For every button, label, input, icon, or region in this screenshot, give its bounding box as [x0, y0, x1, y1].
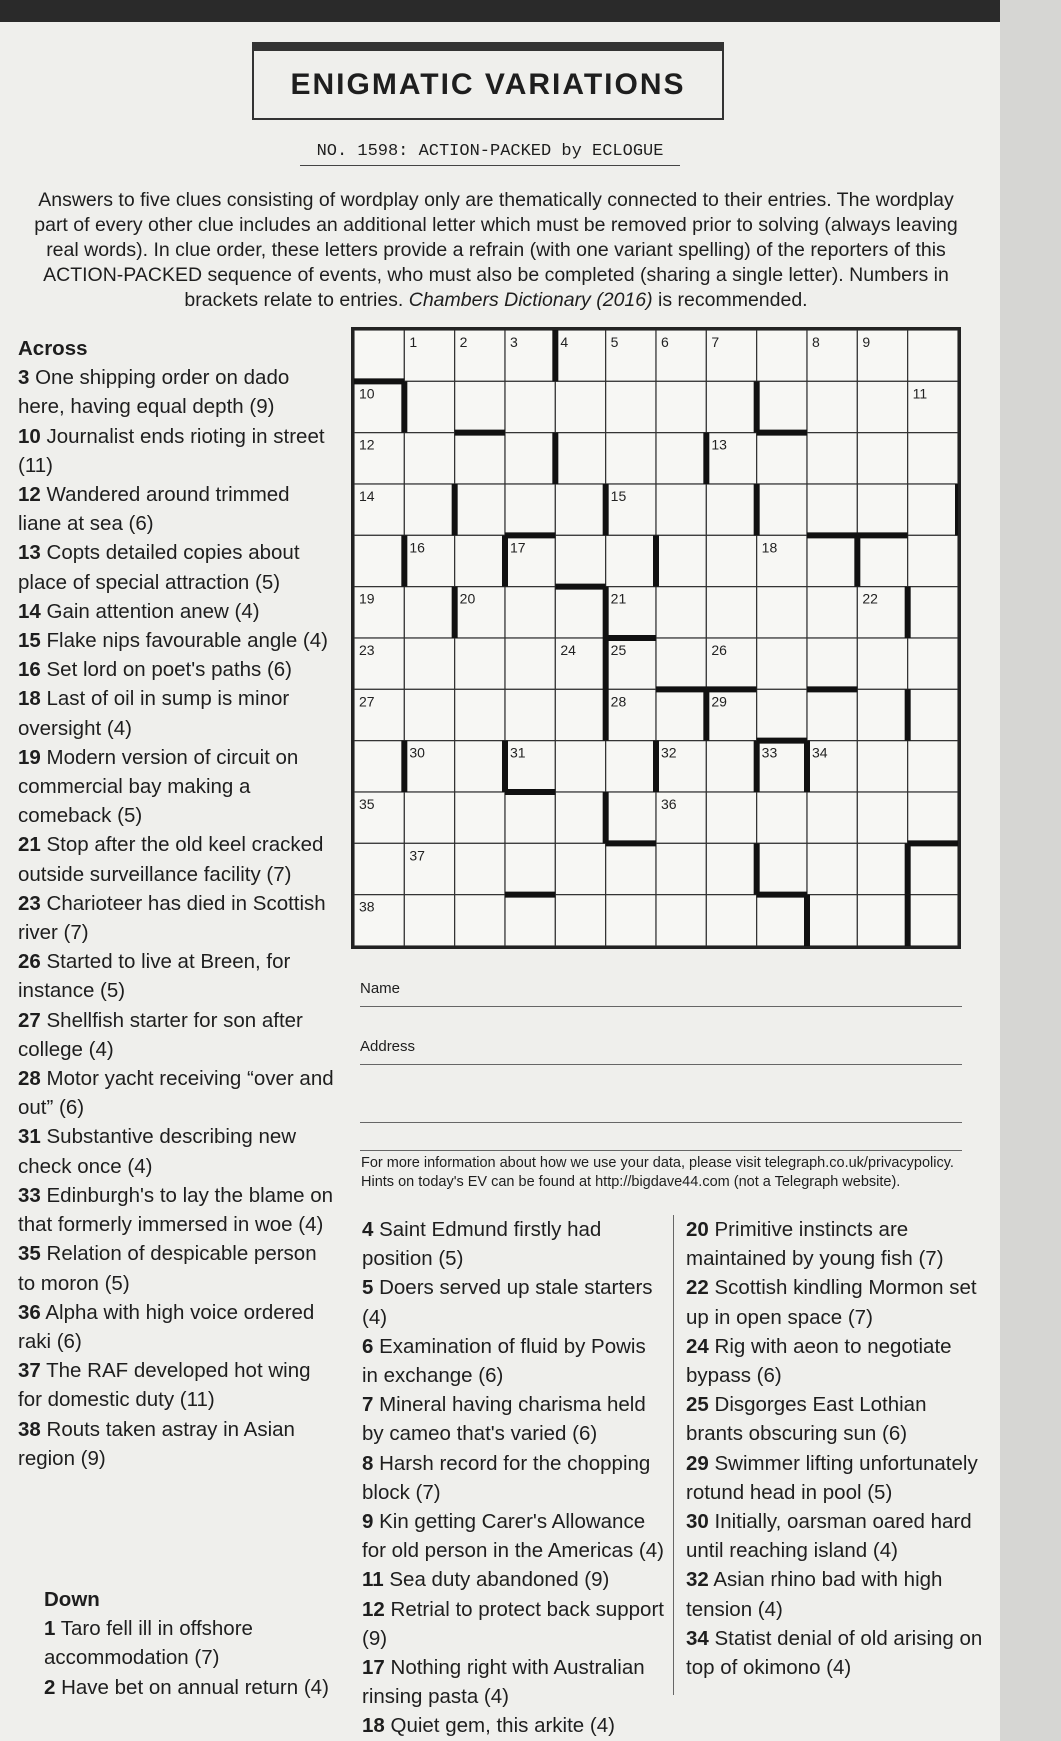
clue [362, 1507, 667, 1565]
grid-cell[interactable] [706, 484, 756, 535]
cell-number: 17 [510, 539, 526, 556]
grid-cell[interactable] [555, 535, 605, 586]
grid-cell[interactable] [455, 433, 505, 484]
down-heading: Down [44, 1588, 100, 1611]
grid-cell[interactable] [606, 535, 656, 586]
grid-cell[interactable] [656, 535, 706, 586]
grid-cell[interactable] [455, 638, 505, 689]
clue-number: 20 [686, 1218, 709, 1241]
clue [18, 743, 338, 831]
down-clues-right [686, 1215, 986, 1682]
preamble [26, 188, 966, 313]
cell-number: 1 [409, 334, 418, 350]
clue-text: Stop after the old keel cracked outside surveillance facility (7) [18, 833, 324, 886]
clue-text: Substantive describing new check once (4) [18, 1125, 297, 1178]
grid-cell[interactable] [455, 895, 505, 946]
grid-cell[interactable] [555, 689, 605, 740]
column-divider [673, 1215, 674, 1695]
clue-number: 32 [686, 1568, 709, 1592]
cell-number: 3 [510, 334, 518, 350]
clue-number: 38 [18, 1417, 41, 1441]
address-field[interactable] [360, 1038, 962, 1065]
down-left-list [44, 1614, 334, 1702]
grid-cell[interactable] [404, 587, 454, 638]
cell-number: 26 [711, 642, 727, 658]
cell-number: 38 [359, 898, 375, 915]
clue-text: Relation of despicable person to moron (5) [18, 1242, 317, 1295]
grid-cell[interactable] [857, 741, 907, 792]
cell-number: 9 [862, 334, 871, 350]
grid-cell[interactable] [908, 433, 958, 484]
hints-line: Hints on today's EV can be found at http://bigdave44.com (not a Telegraph website). [361, 1174, 901, 1190]
clue-number: 14 [18, 599, 41, 623]
clue [18, 597, 338, 626]
clue-text: Flake nips favourable angle (4) [40, 629, 328, 653]
grid-cell[interactable] [606, 843, 656, 894]
down-right-list [686, 1215, 986, 1682]
clue [18, 480, 338, 538]
clue [18, 1239, 338, 1297]
clue [18, 422, 338, 480]
grid-cell[interactable] [455, 843, 505, 894]
clue [686, 1215, 986, 1273]
clue [18, 626, 338, 655]
clue-text: Swimmer lifting unfortunately rotund head in pool (5) [686, 1451, 978, 1504]
clue-text: Rig with aeon to negotiate bypass (6) [686, 1334, 952, 1388]
clue-number: 25 [686, 1393, 709, 1417]
cell-number: 5 [610, 334, 619, 350]
clue-text: One shipping order on dado here, having equal depth (9) [18, 366, 290, 419]
clue-text: Statist denial of old arising on top of okimono (4) [686, 1626, 983, 1680]
clue-number: 15 [18, 629, 41, 653]
clue-text: Saint Edmund firstly had position (5) [362, 1218, 602, 1271]
cell-number: 27 [359, 693, 375, 710]
grid-cell[interactable] [455, 535, 505, 586]
clue-text: Alpha with high voice ordered raki (6) [18, 1300, 315, 1353]
grid-cell[interactable] [706, 741, 756, 792]
cell-number: 2 [459, 334, 468, 350]
privacy-line: For more information about how we use your data, please visit telegraph.co.uk/privacypolicy. [361, 1155, 954, 1171]
grid-cell[interactable] [606, 381, 656, 432]
clue [18, 830, 338, 888]
grid-cell[interactable] [757, 381, 807, 432]
grid-cell[interactable] [555, 792, 605, 843]
grid-cell[interactable] [807, 587, 857, 638]
clue [18, 684, 338, 742]
grid-cell[interactable] [505, 843, 555, 894]
grid-cell[interactable] [908, 587, 958, 638]
name-field[interactable] [360, 980, 962, 1007]
grid-cell[interactable] [857, 484, 907, 535]
across-list [18, 363, 338, 1473]
clue [686, 1332, 986, 1390]
clue [362, 1595, 667, 1653]
grid-cell[interactable] [555, 381, 605, 432]
clue-text: Mineral having charisma held by cameo that's varied (6) [362, 1393, 646, 1446]
clue-text: Have bet on annual return (4) [55, 1675, 329, 1699]
clue-number: 18 [18, 687, 41, 711]
clue-number: 21 [18, 833, 41, 857]
clue-number: 17 [362, 1656, 385, 1680]
grid-cell[interactable] [908, 330, 958, 381]
clue [18, 1415, 338, 1473]
clue-number: 19 [18, 745, 41, 769]
grid-cell[interactable] [757, 638, 807, 689]
grid-cell[interactable] [807, 895, 857, 946]
grid-cell[interactable] [555, 843, 605, 894]
cell-number: 20 [459, 590, 476, 607]
clue-number: 31 [18, 1125, 41, 1149]
grid-cell[interactable] [757, 792, 807, 843]
cell-number: 24 [560, 642, 576, 658]
cell-number: 21 [610, 590, 627, 607]
cell-number: 12 [359, 436, 375, 453]
grid-cell[interactable] [354, 330, 404, 381]
clue-text: Retrial to protect back support (9) [362, 1597, 664, 1650]
grid-cell[interactable] [706, 381, 756, 432]
clue-number: 35 [18, 1242, 41, 1266]
clue-text: Shellfish starter for son after college (4) [18, 1008, 303, 1061]
grid-cell[interactable] [404, 895, 454, 946]
clue [686, 1624, 986, 1682]
grid-cell[interactable] [656, 689, 706, 740]
clue-number: 4 [362, 1218, 374, 1241]
clue [18, 1298, 338, 1356]
clue-number: 28 [18, 1067, 41, 1091]
grid-cell[interactable] [555, 895, 605, 946]
grid-cell[interactable] [857, 843, 907, 894]
grid-cell[interactable] [908, 689, 958, 740]
address-line-3[interactable] [360, 1124, 962, 1151]
grid-cell[interactable] [656, 895, 706, 946]
grid-cell[interactable] [404, 792, 454, 843]
clue [18, 1356, 338, 1414]
clue-number: 30 [686, 1510, 709, 1534]
clue-number: 2 [44, 1675, 56, 1699]
cell-number: 30 [409, 744, 425, 761]
grid-cell[interactable] [857, 689, 907, 740]
grid-cell[interactable] [606, 741, 656, 792]
grid-cell[interactable] [505, 587, 555, 638]
grid-cell[interactable] [555, 587, 605, 638]
clue-text: Harsh record for the chopping block (7) [362, 1451, 651, 1504]
clue-text: Routs taken astray in Asian region (9) [18, 1417, 295, 1470]
grid-cell[interactable] [807, 792, 857, 843]
clue-number: 26 [18, 950, 41, 974]
clue-text: Quiet gem, this arkite (4) [384, 1714, 615, 1738]
address-label: Address [360, 1038, 416, 1055]
clue [362, 1449, 667, 1507]
grid-cell[interactable] [908, 843, 958, 894]
grid-cell[interactable] [807, 484, 857, 535]
clue-number: 3 [18, 366, 30, 390]
clue [18, 538, 338, 596]
top-rule [0, 0, 1000, 22]
cell-number: 14 [359, 488, 375, 504]
grid-cell[interactable] [505, 484, 555, 535]
down-clues-left [44, 1585, 334, 1702]
grid-cell[interactable] [455, 484, 505, 535]
grid-cell[interactable] [455, 792, 505, 843]
cell-number: 4 [560, 334, 569, 350]
grid-cell[interactable] [404, 484, 454, 535]
cell-number: 15 [610, 488, 627, 504]
clue [18, 889, 338, 947]
clue-number: 18 [362, 1714, 385, 1738]
cell-number: 22 [862, 590, 878, 607]
cell-number: 29 [711, 693, 727, 710]
grid-cell[interactable] [656, 843, 706, 894]
cell-number: 33 [761, 744, 778, 761]
cell-number: 23 [359, 642, 375, 658]
grid-cell[interactable] [757, 330, 807, 381]
grid-cell[interactable] [757, 433, 807, 484]
clue-number: 16 [18, 658, 41, 682]
cell-number: 6 [661, 334, 669, 350]
cell-number: 34 [812, 744, 828, 761]
grid-cell[interactable] [908, 638, 958, 689]
clue-number: 33 [18, 1183, 41, 1207]
grid-cell[interactable] [706, 843, 756, 894]
grid-cell[interactable] [757, 843, 807, 894]
grid-cell[interactable] [656, 484, 706, 535]
cell-number: 19 [359, 590, 375, 607]
grid-cell[interactable] [706, 895, 756, 946]
grid-cell[interactable] [505, 433, 555, 484]
grid-cell[interactable] [606, 895, 656, 946]
page-edge [1000, 0, 1061, 1741]
clue [362, 1332, 667, 1390]
clue-text: Sea duty abandoned (9) [383, 1568, 610, 1592]
clue-text: Taro fell ill in offshore accommodation (7) [44, 1617, 253, 1670]
cell-number: 37 [409, 847, 425, 864]
grid-cell[interactable] [908, 895, 958, 946]
grid-cell[interactable] [857, 535, 907, 586]
clue-text: Examination of fluid by Powis in exchange (6) [362, 1334, 646, 1388]
clue-text: Doers served up stale starters (4) [362, 1276, 653, 1329]
clue [362, 1565, 667, 1594]
grid-cell[interactable] [455, 741, 505, 792]
grid-cell[interactable] [857, 381, 907, 432]
clue-text: Gain attention anew (4) [40, 599, 260, 623]
grid-cell[interactable] [757, 484, 807, 535]
clue [686, 1273, 986, 1331]
clue-number: 23 [18, 891, 41, 915]
grid-cell[interactable] [404, 638, 454, 689]
grid-cell[interactable] [908, 535, 958, 586]
clue-number: 1 [44, 1617, 56, 1641]
clue-text: Primitive instincts are maintained by young fish (7) [686, 1218, 944, 1271]
puzzle-subtitle: NO. 1598: ACTION-PACKED by ECLOGUE [300, 142, 680, 166]
clue [18, 947, 338, 1005]
clue-text: Scottish kindling Mormon set up in open space (7) [686, 1276, 977, 1329]
grid-cell[interactable] [404, 433, 454, 484]
grid-cell[interactable] [505, 381, 555, 432]
grid-cell[interactable] [354, 535, 404, 586]
grid-cell[interactable] [706, 792, 756, 843]
grid-cell[interactable] [857, 792, 907, 843]
clue-text: Journalist ends rioting in street (11) [18, 424, 325, 477]
clue-text: Wandered around trimmed liane at sea (6) [18, 483, 290, 536]
grid-cell[interactable] [505, 689, 555, 740]
clue-number: 27 [18, 1008, 41, 1032]
clue-number: 24 [686, 1334, 709, 1358]
clue [362, 1390, 667, 1448]
cell-number: 32 [661, 744, 677, 761]
grid-cell[interactable] [807, 381, 857, 432]
grid-cell[interactable] [505, 792, 555, 843]
clue [18, 363, 338, 421]
clue-text: Edinburgh's to lay the blame on that formerly immersed in woe (4) [18, 1183, 334, 1237]
clue-text: Modern version of circuit on commercial bay making a comeback (5) [18, 745, 299, 828]
cell-number: 28 [610, 693, 627, 710]
preamble-text: Answers to five clues consisting of wordplay only are thematically connected to their entries. The wordplay part of every other clue includes an additional letter which must be removed prior to solving (always leaving real words). In clue order, these letters provide a refrain (with one variant spelling) of the reporters of this ACTION-PACKED sequence of events, who must also be completed (sharing a single letter). Numbers in brackets relate to entries. [34, 189, 958, 311]
clue-text: Set lord on poet's paths (6) [40, 658, 293, 682]
clue-number: 34 [686, 1626, 709, 1650]
preamble-text-end: is recommended. [652, 289, 808, 311]
clue [18, 1006, 338, 1064]
grid-cell[interactable] [757, 689, 807, 740]
grid-cell[interactable] [354, 741, 404, 792]
grid-cell[interactable] [807, 433, 857, 484]
grid-cell[interactable] [606, 792, 656, 843]
clue-text: Nothing right with Australian rinsing pasta (4) [362, 1656, 645, 1709]
preamble-dictionary: Chambers Dictionary (2016) [408, 289, 653, 311]
clue [18, 655, 338, 684]
cell-number: 16 [409, 539, 425, 556]
clue [686, 1565, 986, 1623]
cell-number: 36 [661, 796, 677, 812]
across-heading: Across [18, 337, 88, 360]
clue-text: Disgorges East Lothian brants obscuring sun (6) [686, 1393, 927, 1446]
clue-number: 36 [18, 1300, 41, 1324]
clue-number: 10 [18, 424, 41, 448]
clue [362, 1653, 667, 1711]
grid-cell[interactable] [656, 587, 706, 638]
grid-cell[interactable] [807, 638, 857, 689]
grid-cell[interactable] [706, 587, 756, 638]
clue-text: Initially, oarsman oared hard until reaching island (4) [686, 1510, 972, 1563]
clue [44, 1614, 334, 1672]
clue-number: 6 [362, 1334, 374, 1358]
down-clues-middle [362, 1215, 667, 1741]
clue-text: Asian rhino bad with high tension (4) [686, 1568, 943, 1621]
clue [18, 1064, 338, 1122]
privacy-info [361, 1154, 971, 1192]
grid-cell[interactable] [555, 433, 605, 484]
clue-number: 13 [18, 541, 41, 565]
address-line-2[interactable] [360, 1096, 962, 1123]
grid-cell[interactable] [656, 381, 706, 432]
clue [686, 1390, 986, 1448]
grid-cell[interactable] [857, 433, 907, 484]
clue-number: 12 [362, 1597, 385, 1621]
cell-number: 25 [610, 642, 627, 658]
clue [18, 1122, 338, 1180]
clue [44, 1673, 334, 1702]
clue-number: 9 [362, 1510, 374, 1534]
grid-cell[interactable] [404, 381, 454, 432]
grid-cell[interactable] [555, 741, 605, 792]
clue-number: 29 [686, 1451, 709, 1475]
puzzle-title: ENIGMATIC VARIATIONS [290, 67, 686, 101]
grid-cell[interactable] [505, 895, 555, 946]
clue-number: 11 [362, 1568, 384, 1592]
title-box [252, 42, 724, 120]
cell-number: 18 [761, 539, 778, 556]
grid-cell[interactable] [455, 689, 505, 740]
clue-number: 7 [362, 1393, 374, 1417]
clue [362, 1215, 667, 1273]
grid-cell[interactable] [807, 689, 857, 740]
clue-text: Started to live at Breen, for instance (5) [18, 950, 291, 1003]
clue-number: 8 [362, 1451, 374, 1475]
cell-number: 31 [510, 744, 526, 761]
clue-number: 5 [362, 1276, 374, 1300]
clue-text: Motor yacht receiving “over and out” (6) [18, 1067, 334, 1120]
grid-cell[interactable] [404, 689, 454, 740]
grid-cell[interactable] [757, 587, 807, 638]
clue-number: 12 [18, 483, 41, 507]
grid-cell[interactable] [505, 638, 555, 689]
clue [362, 1273, 667, 1331]
clue [18, 1181, 338, 1239]
cell-number: 10 [359, 385, 375, 402]
clue-text: Charioteer has died in Scottish river (7) [18, 891, 326, 945]
grid-cell[interactable] [606, 433, 656, 484]
cell-number: 13 [711, 436, 727, 453]
grid-cell[interactable] [354, 843, 404, 894]
across-clues [18, 334, 338, 1473]
grid-cell[interactable] [455, 381, 505, 432]
crossword-grid[interactable] [351, 327, 961, 949]
clue-text: Copts detailed copies about place of special attraction (5) [18, 541, 300, 594]
clue [686, 1507, 986, 1565]
clue-number: 37 [18, 1359, 41, 1383]
grid-cell[interactable] [656, 433, 706, 484]
cell-number: 8 [812, 334, 820, 350]
grid-cell[interactable] [555, 484, 605, 535]
grid-cell[interactable] [908, 741, 958, 792]
clue [362, 1711, 667, 1740]
clue-text: The RAF developed hot wing for domestic duty (11) [18, 1359, 311, 1412]
grid-cell[interactable] [857, 638, 907, 689]
grid-cell[interactable] [706, 535, 756, 586]
name-label: Name [360, 980, 401, 997]
grid-cell[interactable] [656, 638, 706, 689]
cell-number: 35 [359, 796, 375, 812]
grid-cell[interactable] [807, 843, 857, 894]
grid-cell[interactable] [757, 895, 807, 946]
grid-cell[interactable] [908, 484, 958, 535]
clue-text: Kin getting Carer's Allowance for old person in the Americas (4) [362, 1510, 664, 1563]
clue [686, 1449, 986, 1507]
down-mid-list [362, 1215, 667, 1741]
grid-svg[interactable] [354, 330, 958, 946]
grid-cell[interactable] [908, 792, 958, 843]
clue-text: Last of oil in sump is minor oversight (4) [18, 687, 290, 740]
grid-cell[interactable] [807, 535, 857, 586]
grid-cell[interactable] [857, 895, 907, 946]
clue-number: 22 [686, 1276, 709, 1300]
cell-number: 11 [912, 385, 928, 402]
cell-number: 7 [711, 334, 720, 350]
